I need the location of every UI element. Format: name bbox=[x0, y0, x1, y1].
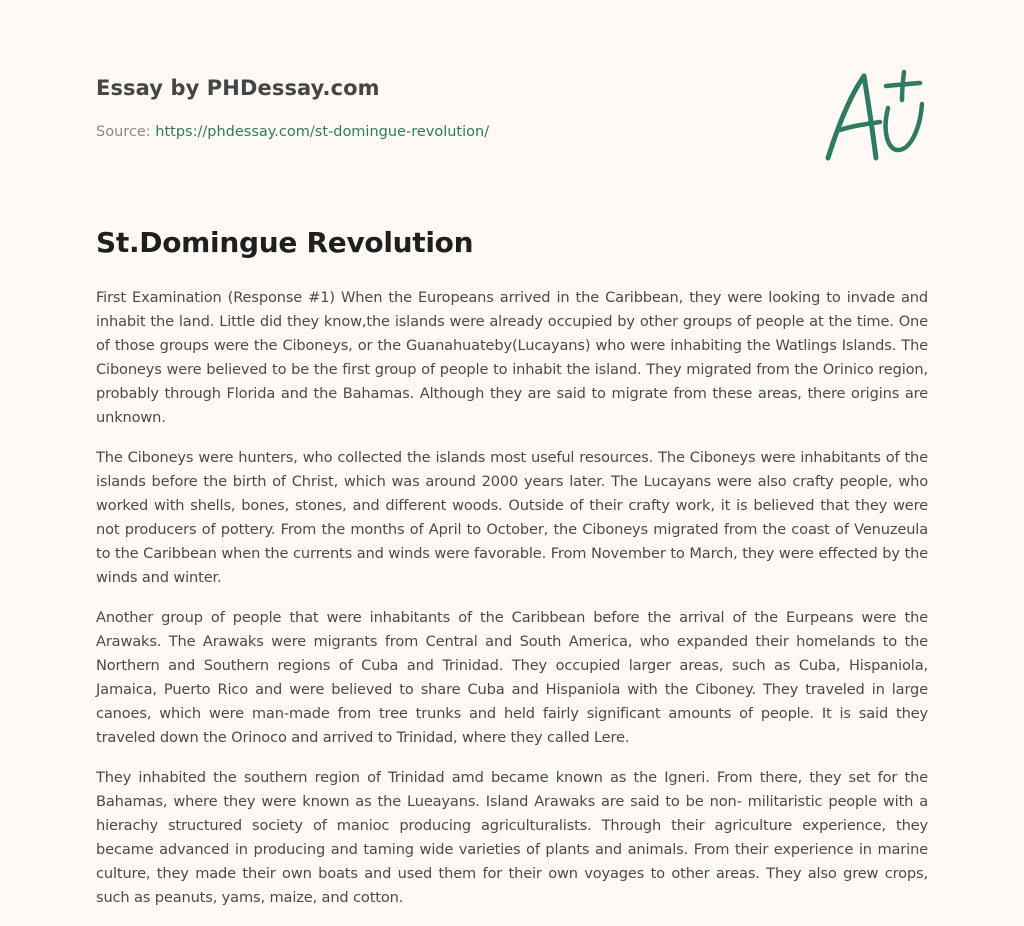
article-body bbox=[96, 286, 928, 926]
article-title: St.Domingue Revolution bbox=[96, 226, 474, 259]
a-plus-logo-icon bbox=[824, 66, 928, 166]
source-line bbox=[96, 124, 489, 140]
paragraph-2: The Ciboneys were hunters, who collected the islands most useful resources. The Ciboneys were inhabitants of the islands before the birth of Christ, which was around 2000 years later. The Lucayans were also crafty people, who worked with shells, bones, stones, and different woods. Outside of their crafty work, it is believed that they were not producers of pottery. From the months of April to October, the Ciboneys migrated from the coast of Venuzeula to the Caribbean when the currents and winds were favorable. From November to March, they were effected by the winds and winter. bbox=[96, 449, 928, 586]
source-label: Source: bbox=[96, 124, 156, 140]
paragraph-3: Another group of people that were inhabitants of the Caribbean before the arrival of the Eurpeans were the Arawaks. The Arawaks were migrants from Central and South America, who expanded their homelands to the Northern and Southern regions of Cuba and Trinidad. They occupied larger areas, such as Cuba, Hispaniola, Jamaica, Puerto Rico and were believed to share Cuba and Hispaniola with the Ciboney. They traveled in large canoes, which were man-made from tree trunks and held fairly significant amounts of people. It is said they traveled down the Orinoco and arrived to Trinidad, where they called Lere. bbox=[96, 609, 928, 746]
paragraph-1: First Examination (Response #1) When the Europeans arrived in the Caribbean, they were looking to invade and inhabit the land. Little did they know,the islands were already occupied by other groups of people at the time. One of those groups were the Ciboneys, or the Guanahuateby(Lucayans) who were inhabiting the Watlings Islands. The Ciboneys were believed to be the first group of people to inhabit the island. They migrated from the Orinico region, probably through Florida and the Bahamas. Although they are said to migrate from these areas, there origins are unknown. bbox=[96, 289, 928, 426]
source-link[interactable]: https://phdessay.com/st-domingue-revolution/ bbox=[155, 124, 490, 140]
site-brand: Essay by PHDessay.com bbox=[96, 76, 380, 100]
paragraph-4: They inhabited the southern region of Trinidad amd became known as the Igneri. From there, they set for the Bahamas, where they were known as the Lueayans. Island Arawaks are said to be non- militaristic people with a hierachy structured society of manioc producing agriculturalists. Through their agriculture experience, they became advanced in producing and taming wide varieties of plants and animals. From their experience in marine culture, they made their own boats and used them for their own voyages to other areas. They also grew crops, such as peanuts, yams, maize, and cotton. bbox=[96, 769, 928, 906]
